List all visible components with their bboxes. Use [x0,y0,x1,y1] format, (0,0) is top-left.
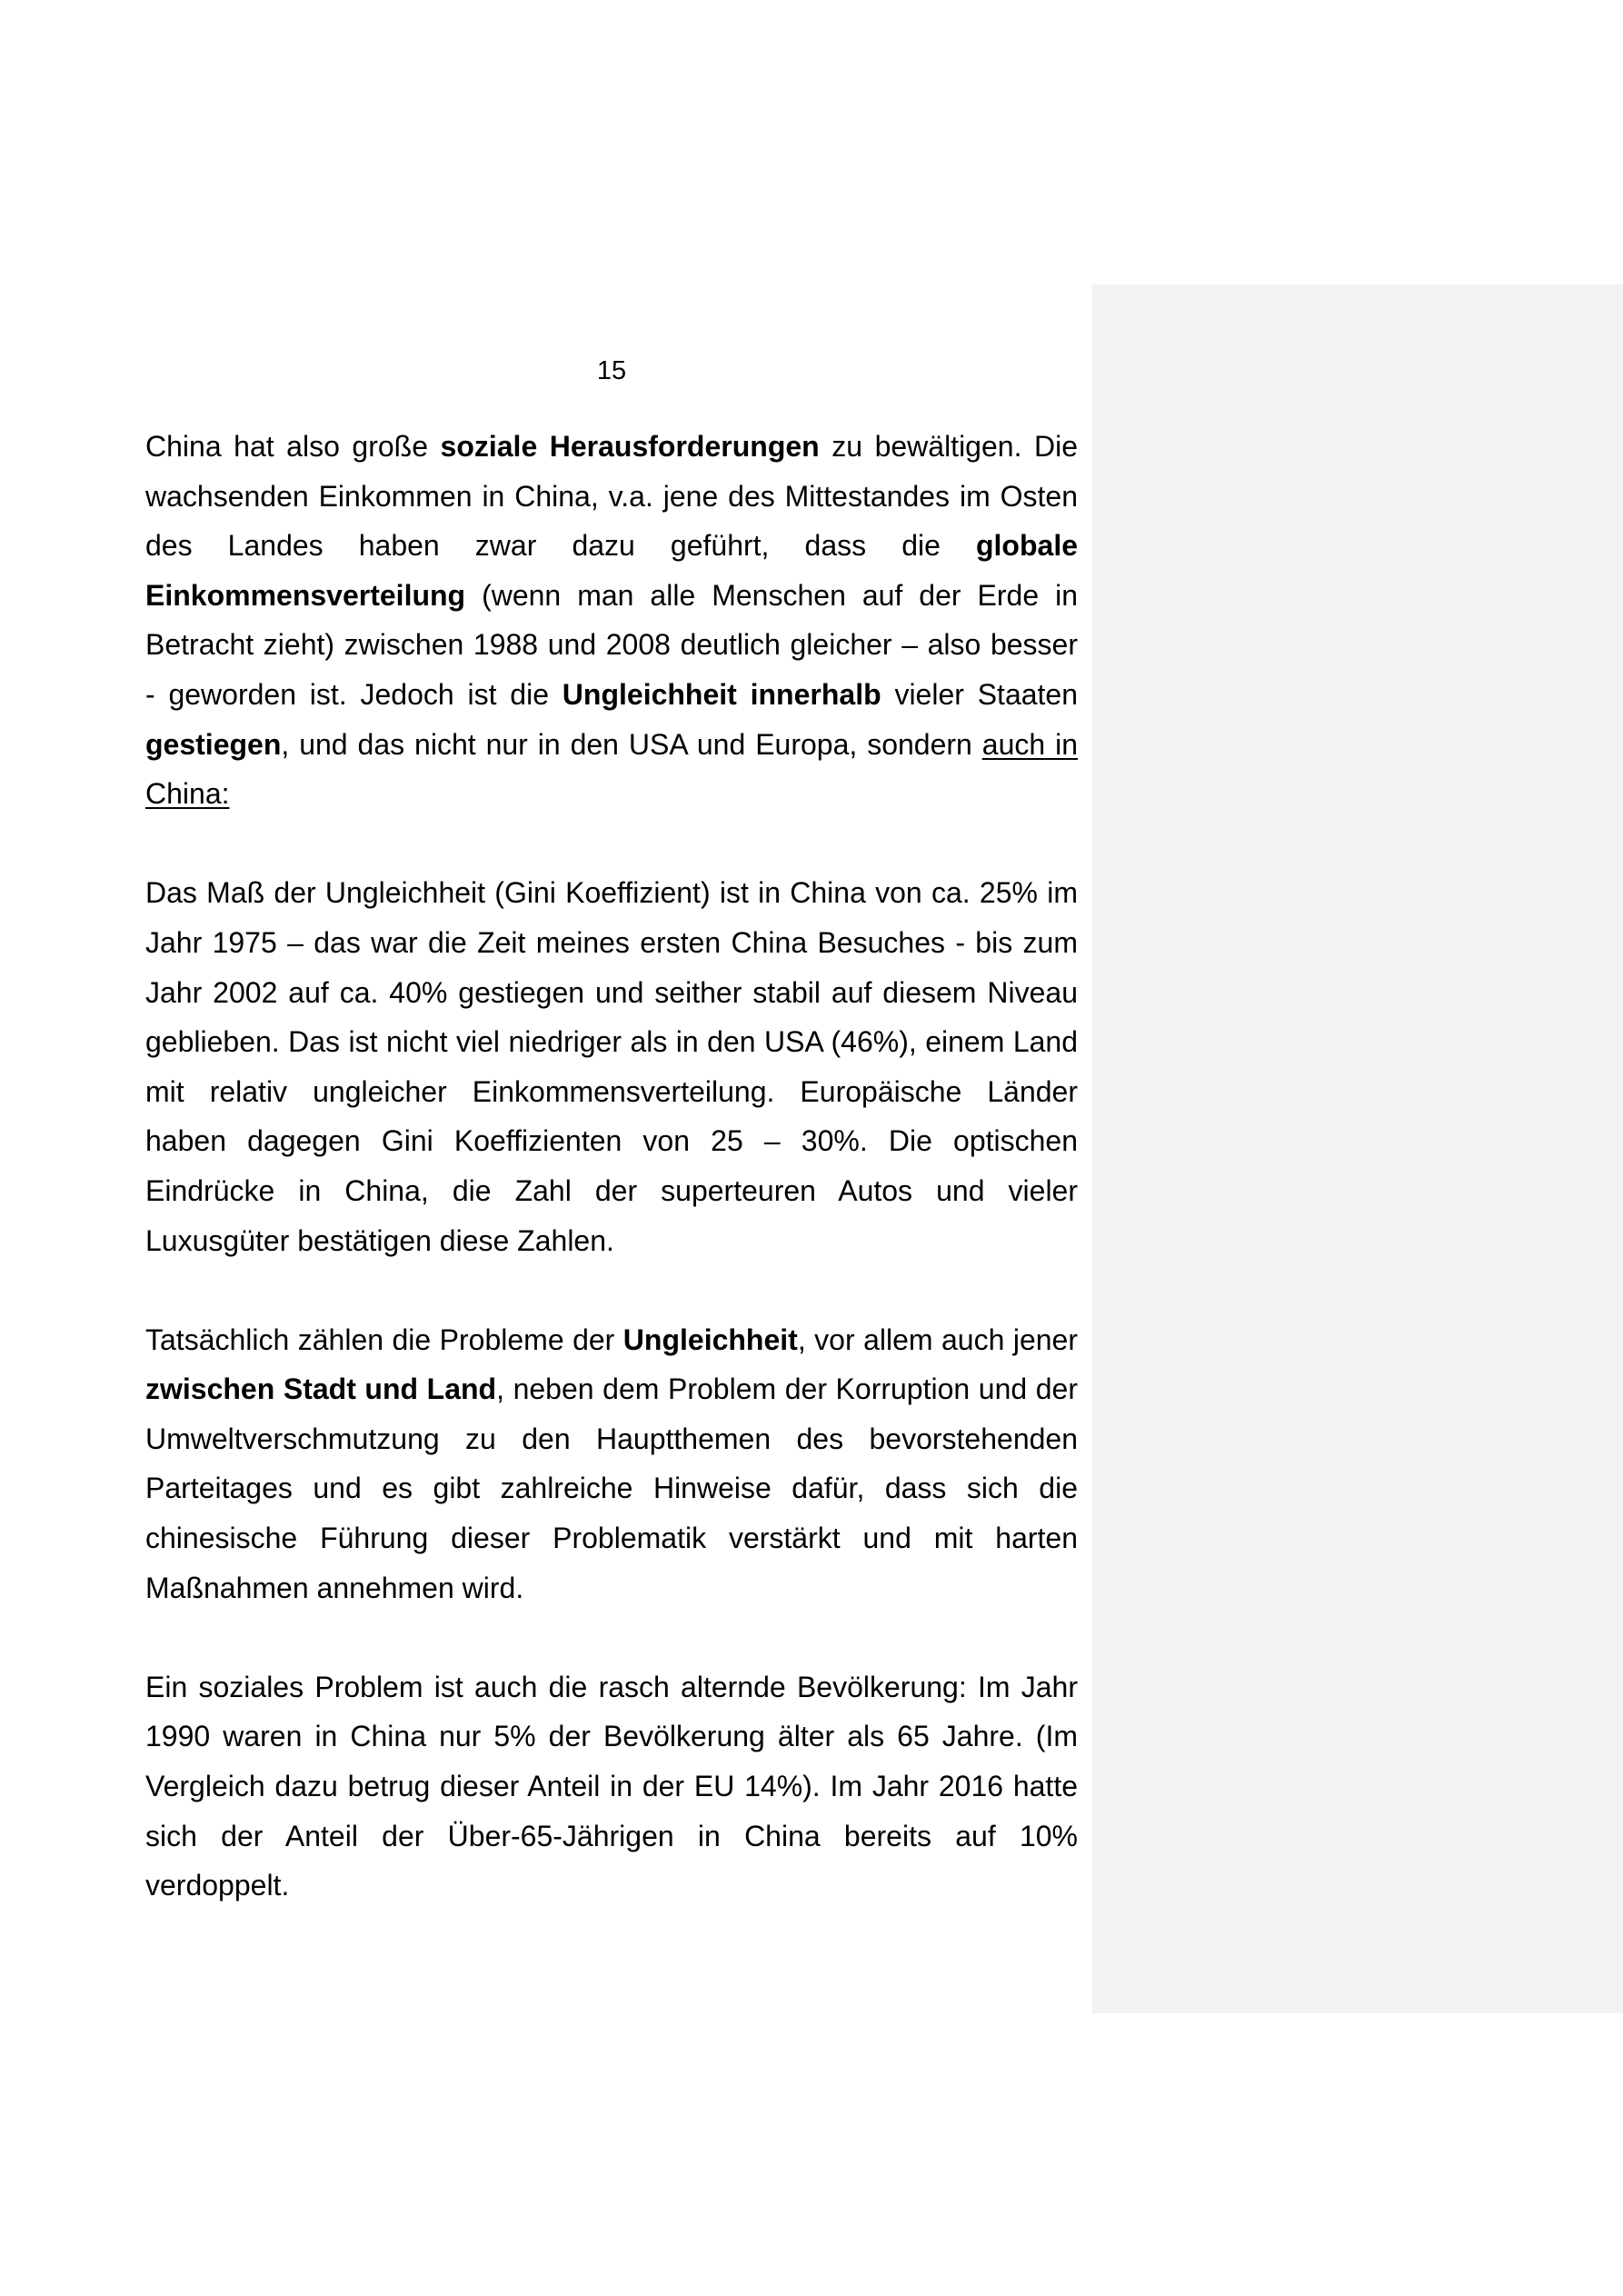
text-run: , neben dem Problem der Korruption und der Umweltverschmutzung zu den Hauptthemen des bevorstehenden Parteitages und es gibt zahlreiche Hinweise dafür, dass sich die chinesische Führung dieser Problematik verstärkt und mit harten Maßnahmen annehmen wird. [145,1373,1079,1604]
text-run: Tatsächlich zählen die Probleme der [145,1323,623,1356]
text-run: vieler Staaten [881,677,1079,711]
paragraph [145,1315,1078,1613]
bold-text-run: soziale Herausforderungen [440,430,820,463]
paragraph [145,1662,1078,1911]
text-run: zu bewältigen. Die wachsenden Einkommen in China, v.a. jene des Mittestandes im Osten des Landes haben zwar dazu geführt, dass die [145,430,1078,563]
text-run: (wenn man alle Menschen auf der Erde in Betracht zieht) zwischen 1988 und 2008 deutlich gleicher – also besser - geworden ist. Jedoch ist die [145,578,1078,711]
bold-text-run: zwischen Stadt und Land [145,1373,497,1406]
text-run: , und das nicht nur in den USA und Europa, sondern [281,727,982,761]
text-run: Ein soziales Problem ist auch die rasch alternde Bevölkerung: Im Jahr 1990 waren in China nur 5% der Bevölkerung älter als 65 Jahre. (Im Vergleich dazu betrug dieser Anteil in der EU 14%). Im Jahr 2016 hatte sich der Anteil der Über-65-Jährigen in China bereits auf 10% verdoppelt. [145,1670,1078,1902]
paragraph [145,422,1078,819]
bold-text-run: globale Einkommensverteilung [145,529,1078,612]
underlined-text-run: auch in China: [145,727,1079,811]
bold-text-run: Ungleichheit [622,1323,798,1356]
bold-text-run: Ungleichheit innerhalb [562,677,881,711]
bold-text-run: gestiegen [145,727,282,761]
document-body [145,422,1078,1911]
comment-pane [1092,285,1623,2013]
page-number: 15 [596,356,627,385]
text-run: , vor allem auch jener [797,1323,1079,1356]
text-run: China hat also große [145,430,441,463]
paragraph [145,868,1078,1265]
text-run: Das Maß der Ungleichheit (Gini Koeffizient) ist in China von ca. 25% im Jahr 1975 – das war die Zeit meines ersten China Besuches - bis zum Jahr 2002 auf ca. 40% gestiegen und seither stabil auf diesem Niveau geblieben. Das ist nicht viel niedriger als in den USA (46%), einem Land mit relativ ungleicher Einkommensverteilung. Europäische Länder haben dagegen Gini Koeffizienten von 25 – 30%. Die optischen Eindrücke in China, die Zahl der superteuren Autos und vieler Luxusgüter bestätigen diese Zahlen. [145,876,1078,1257]
